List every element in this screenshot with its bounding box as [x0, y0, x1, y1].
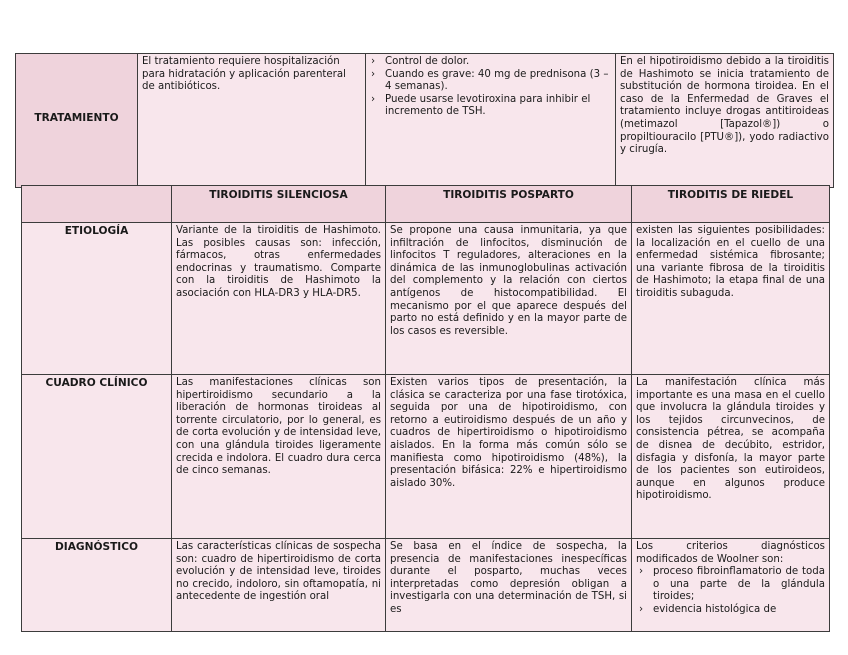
etiologia-riedel: existen las siguientes posibilidades: la localización en el cuello de una enfermedad sistémica fibrosante; una variante fibrosa de la tiroiditis de Hashimoto; la etapa final de una tiroiditis subaguda. [631, 222, 830, 375]
tratamiento-col2-list [368, 56, 611, 119]
tratamiento-label: TRATAMIENTO [34, 112, 119, 124]
row-label-etiologia: ETIOLOGÍA [21, 222, 172, 375]
diagnostico-riedel-intro: Los criterios diagnósticos modificados de Woolner son: [636, 541, 825, 565]
diagnostico-silenciosa: Las características clínicas de sospecha son: cuadro de hipertiroidismo de corta evolución y de intensidad leve, tiroides no crecido, indoloro, sin oftamopatía, ni antecedente de ingestión oral [171, 538, 386, 632]
cuadro-clinico-posparto: Existen varios tipos de presentación, la clásica se caracteriza por una fase tirotóxica, seguida por una de hipotiroidismo, con retorno a eutiroidismo después de un año y cuadros de hipertiroidismo o hipotiroidismo aislados. En la forma más común sólo se manifiesta como hipotiroidismo (48%), la presentación bifásica: 22% e hipertiroidismo aislado 30%. [385, 374, 632, 539]
tratamiento-col1 [137, 53, 366, 188]
diagnostico-riedel-list [636, 566, 825, 616]
diagnostico-riedel [631, 538, 830, 632]
header-tiroiditis-posparto: TIROIDITIS POSPARTO [385, 185, 632, 223]
header-empty [21, 185, 172, 223]
etiologia-posparto: Se propone una causa inmunitaria, ya que infiltración de linfocitos, disminución de linfocitos T reguladores, alteraciones en la dinámica de las inmunoglobulinas activación del complemento y la relación con ciertos antígenos de histocompatibilidad. El mecanismo por el que aparece después del parto no está definido y en la mayor parte de los casos es reversible. [385, 222, 632, 375]
header-tiroditis-de-riedel: TIRODITIS DE RIEDEL [631, 185, 830, 223]
list-item: › Puede usarse levotiroxina para inhibir el incremento de TSH. [368, 94, 611, 119]
cuadro-clinico-silenciosa: Las manifestaciones clínicas son hipertiroidismo secundario a la liberación de hormonas tiroideas al torrente circulatorio, por lo general, es de corta evolución y de intensidad leve, con una glándula tiroides ligeramente crecida e indolora. El cuadro dura cerca de cinco semanas. [171, 374, 386, 539]
tratamiento-col3-text: En el hipotiroidismo debido a la tiroiditis de Hashimoto se inicia tratamiento de substitución de hormona tiroidea. En el caso de la Enfermedad de Graves el tratamiento incluye drogas antitiroideas (metimazol [Tapazol®]) o propiltiouracilo [PTU®]), yodo radiactivo y cirugía. [620, 56, 829, 156]
cuadro-clinico-riedel: La manifestación clínica más importante es una masa en el cuello que involucra la glándula tiroides y los tejidos circunvecinos, de consistencia pétrea, se acompaña de disnea de decúbito, estridor, disfagia y disfonía, la mayor parte de los pacientes son eutiroideos, aunque en algunos produce hipotiroidismo. [631, 374, 830, 539]
list-item: › Control de dolor. [368, 56, 611, 69]
list-item: › proceso fibroinflamatorio de toda o una parte de la glándula tiroides; [636, 566, 825, 604]
row-label-diagnostico: DIAGNÓSTICO [21, 538, 172, 632]
tratamiento-label-cell [15, 53, 138, 188]
tratamiento-col1-text: El tratamiento requiere hospitalización para hidratación y aplicación parenteral de antibióticos. [142, 56, 346, 93]
list-item: › Cuando es grave: 40 mg de prednisona (3 – 4 semanas). [368, 69, 611, 94]
etiologia-silenciosa: Variante de la tiroiditis de Hashimoto. Las posibles causas son: infección, fármacos, otras enfermedades endocrinas y traumatismo. Comparte con la tiroiditis de Hashimoto la asociación con HLA-DR3 y HLA-DR5. [171, 222, 386, 375]
tratamiento-col3 [615, 53, 834, 188]
list-item: › evidencia histológica de [636, 604, 825, 617]
row-label-cuadro-clinico: CUADRO CLÍNICO [21, 374, 172, 539]
tratamiento-col2 [365, 53, 616, 188]
header-tiroiditis-silenciosa: TIROIDITIS SILENCIOSA [171, 185, 386, 223]
diagnostico-posparto: Se basa en el índice de sospecha, la presencia de manifestaciones inespecíficas durante el posparto, muchas veces interpretadas como depresión obligan a investigarla con una determinación de TSH, si es [385, 538, 632, 632]
